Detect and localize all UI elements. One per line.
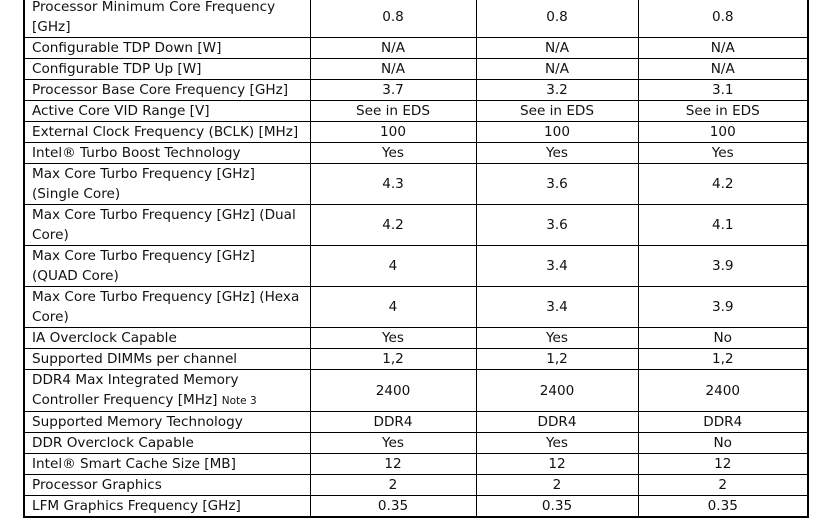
table-row [24, 122, 808, 143]
value-cell: Yes [310, 143, 476, 164]
table-row [24, 287, 808, 328]
parameter-label: Intel® Turbo Boost Technology [32, 145, 241, 161]
table-row [24, 370, 808, 412]
value-cell: 0.8 [476, 0, 638, 38]
parameter-label: Max Core Turbo Frequency [GHz] (QUAD Core) [32, 248, 255, 284]
parameter-label: Configurable TDP Up [W] [32, 61, 202, 77]
value-cell: 100 [638, 122, 808, 143]
table-row [24, 349, 808, 370]
value-cell: 0.35 [476, 496, 638, 518]
value-cell: 4.2 [638, 164, 808, 205]
processor-spec-table [23, 0, 809, 518]
value-cell: Yes [476, 328, 638, 349]
table-row [24, 80, 808, 101]
value-cell: Yes [476, 433, 638, 454]
parameter-label: Supported DIMMs per channel [32, 351, 238, 367]
parameter-cell [24, 433, 310, 454]
parameter-label: Max Core Turbo Frequency [GHz] (Dual Core) [32, 207, 296, 243]
parameter-cell [24, 122, 310, 143]
parameter-label: Max Core Turbo Frequency [GHz] (Single Core) [32, 166, 255, 202]
note-reference: Note 3 [221, 395, 257, 407]
value-cell: 1,2 [476, 349, 638, 370]
value-cell: 2 [638, 475, 808, 496]
value-cell: DDR4 [638, 412, 808, 433]
table-row [24, 38, 808, 59]
value-cell: 3.6 [476, 205, 638, 246]
table-row [24, 246, 808, 287]
value-cell: 100 [310, 122, 476, 143]
value-cell: 0.8 [310, 0, 476, 38]
value-cell: N/A [476, 38, 638, 59]
value-cell: Yes [476, 143, 638, 164]
table-row [24, 496, 808, 518]
parameter-label: Supported Memory Technology [32, 414, 243, 430]
parameter-label: Processor Minimum Core Frequency [GHz] [32, 0, 276, 35]
value-cell: 12 [638, 454, 808, 475]
value-cell: 3.7 [310, 80, 476, 101]
table-row [24, 454, 808, 475]
value-cell: No [638, 433, 808, 454]
value-cell: 4 [310, 287, 476, 328]
value-cell: 2400 [310, 370, 476, 412]
value-cell: 0.35 [310, 496, 476, 518]
parameter-label: Intel® Smart Cache Size [MB] [32, 456, 236, 472]
value-cell: 0.8 [638, 0, 808, 38]
parameter-label: LFM Graphics Frequency [GHz] [32, 498, 241, 514]
value-cell: 4.2 [310, 205, 476, 246]
parameter-cell [24, 164, 310, 205]
parameter-cell [24, 370, 310, 412]
value-cell: 3.4 [476, 287, 638, 328]
parameter-cell [24, 328, 310, 349]
value-cell: DDR4 [310, 412, 476, 433]
value-cell: N/A [310, 38, 476, 59]
value-cell: Yes [310, 433, 476, 454]
value-cell: 2 [310, 475, 476, 496]
parameter-label: DDR Overclock Capable [32, 435, 194, 451]
parameter-cell [24, 0, 310, 38]
value-cell: See in EDS [310, 101, 476, 122]
parameter-cell [24, 349, 310, 370]
parameter-label: External Clock Frequency (BCLK) [MHz] [32, 124, 299, 140]
parameter-cell [24, 38, 310, 59]
value-cell: Yes [310, 328, 476, 349]
parameter-cell [24, 287, 310, 328]
value-cell: 1,2 [310, 349, 476, 370]
parameter-cell [24, 412, 310, 433]
value-cell: Yes [638, 143, 808, 164]
parameter-label: Max Core Turbo Frequency [GHz] (Hexa Core) [32, 289, 300, 325]
parameter-label: IA Overclock Capable [32, 330, 177, 346]
value-cell: 12 [310, 454, 476, 475]
table-row [24, 164, 808, 205]
parameter-cell [24, 101, 310, 122]
value-cell: 100 [476, 122, 638, 143]
value-cell: 4 [310, 246, 476, 287]
value-cell: N/A [638, 38, 808, 59]
value-cell: N/A [476, 59, 638, 80]
value-cell: 2400 [638, 370, 808, 412]
value-cell: 3.9 [638, 246, 808, 287]
value-cell: N/A [310, 59, 476, 80]
value-cell: 3.9 [638, 287, 808, 328]
parameter-cell [24, 59, 310, 80]
value-cell: DDR4 [476, 412, 638, 433]
parameter-label: Processor Graphics [32, 477, 162, 493]
table-row [24, 433, 808, 454]
value-cell: 3.6 [476, 164, 638, 205]
value-cell: See in EDS [638, 101, 808, 122]
value-cell: 3.1 [638, 80, 808, 101]
parameter-cell [24, 454, 310, 475]
value-cell: N/A [638, 59, 808, 80]
value-cell: 3.4 [476, 246, 638, 287]
table-row [24, 328, 808, 349]
spec-table-body [24, 0, 808, 517]
parameter-cell [24, 246, 310, 287]
parameter-cell [24, 496, 310, 518]
table-row [24, 475, 808, 496]
parameter-label: Configurable TDP Down [W] [32, 40, 222, 56]
parameter-label: Active Core VID Range [V] [32, 103, 210, 119]
value-cell: 4.1 [638, 205, 808, 246]
value-cell: No [638, 328, 808, 349]
parameter-cell [24, 475, 310, 496]
parameter-cell [24, 143, 310, 164]
table-row [24, 205, 808, 246]
value-cell: 2400 [476, 370, 638, 412]
parameter-label: DDR4 Max Integrated Memory Controller Frequency [MHz] [32, 372, 239, 408]
spec-table-container [23, 0, 807, 518]
value-cell: 4.3 [310, 164, 476, 205]
table-row [24, 101, 808, 122]
value-cell: 1,2 [638, 349, 808, 370]
parameter-cell [24, 205, 310, 246]
table-row [24, 0, 808, 38]
value-cell: 0.35 [638, 496, 808, 518]
parameter-label: Processor Base Core Frequency [GHz] [32, 82, 289, 98]
table-row [24, 143, 808, 164]
value-cell: 12 [476, 454, 638, 475]
parameter-cell [24, 80, 310, 101]
value-cell: 3.2 [476, 80, 638, 101]
table-row [24, 412, 808, 433]
value-cell: See in EDS [476, 101, 638, 122]
value-cell: 2 [476, 475, 638, 496]
table-row [24, 59, 808, 80]
